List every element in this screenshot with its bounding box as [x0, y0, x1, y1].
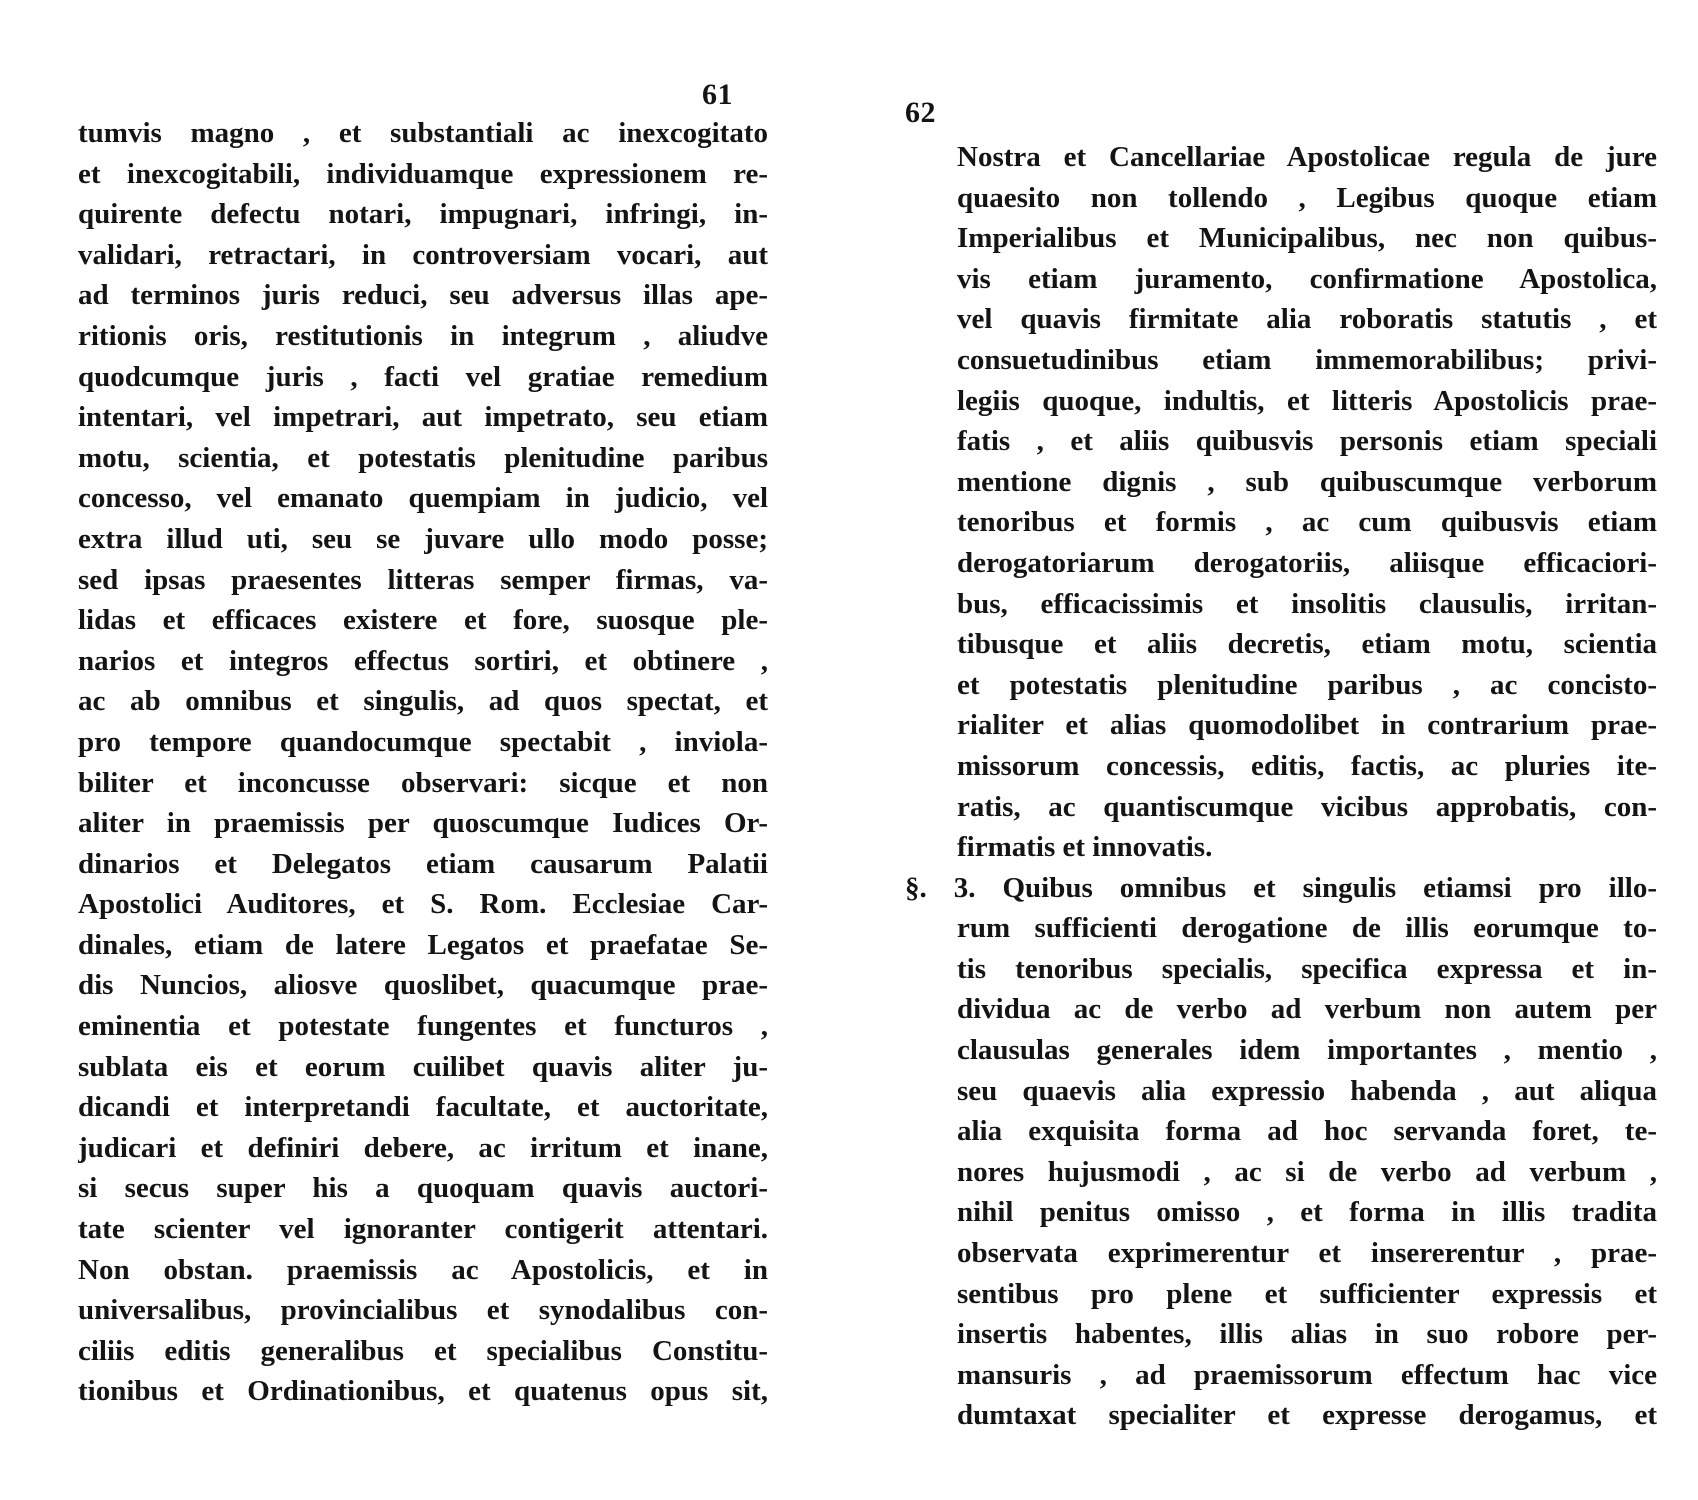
text-line: mentione dignis , sub quibuscumque verborum [957, 465, 1657, 498]
text-line: vis etiam juramento, confirmatione Apostolica, [957, 262, 1657, 295]
text-line: quirente defectu notari, impugnari, infringi, in- [78, 198, 768, 231]
text-line: tenoribus et formis , ac cum quibusvis etiam [957, 506, 1657, 539]
text-line: ac ab omnibus et singulis, ad quos spectat, et [78, 685, 768, 718]
page-number-right: 62 [905, 96, 936, 129]
text-line: ciliis editis generalibus et specialibus Constitu- [78, 1334, 768, 1367]
page-number-left: 61 [702, 78, 733, 111]
text-line: quaesito non tollendo , Legibus quoque etiam [957, 181, 1657, 214]
text-line: et potestatis plenitudine paribus , ac concisto- [957, 668, 1657, 701]
text-line: derogatoriarum derogatoriis, aliisque efficaciori- [957, 546, 1657, 579]
text-line: sed ipsas praesentes litteras semper firmas, va- [78, 563, 768, 596]
text-line: Imperialibus et Municipalibus, nec non quibus- [957, 222, 1657, 255]
text-line: concesso, vel emanato quempiam in judicio, vel [78, 482, 768, 515]
text-line-paragraph-end: firmatis et innovatis. [957, 831, 1213, 864]
text-line: nihil penitus omisso , et forma in illis tradita [957, 1196, 1657, 1229]
text-line: ratis, ac quantiscumque vicibus approbatis, con- [957, 790, 1657, 823]
section-3-start-line: §. 3. Quibus omnibus et singulis etiamsi pro illo- [905, 871, 1657, 904]
text-line: insertis habentes, illis alias in suo robore per- [957, 1318, 1657, 1351]
text-line: tionibus et Ordinationibus, et quatenus opus sit, [78, 1375, 768, 1408]
text-line: intentari, vel impetrari, aut impetrato, seu etiam [78, 401, 768, 434]
left-page-text [78, 113, 768, 1412]
text-line: narios et integros effectus sortiri, et obtinere , [78, 644, 768, 677]
text-line: nores hujusmodi , ac si de verbo ad verbum , [957, 1155, 1657, 1188]
text-line: observata exprimerentur et insererentur , prae- [957, 1237, 1657, 1270]
text-line: legiis quoque, indultis, et litteris Apostolicis prae- [957, 384, 1657, 417]
text-line: extra illud uti, seu se juvare ullo modo posse; [78, 522, 768, 555]
text-line: eminentia et potestate fungentes et functuros , [78, 1010, 768, 1043]
text-line: judicari et definiri debere, ac irritum et inane, [78, 1131, 768, 1164]
text-line: dividua ac de verbo ad verbum non autem per [957, 993, 1657, 1026]
text-line: consuetudinibus etiam immemorabilibus; privi- [957, 343, 1657, 376]
text-line: Non obstan. praemissis ac Apostolicis, et in [78, 1253, 768, 1286]
text-line: sublata eis et eorum cuilibet quavis aliter ju- [78, 1050, 768, 1083]
text-line: tumvis magno , et substantiali ac inexcogitato [78, 117, 768, 149]
text-line: mansuris , ad praemissorum effectum hac vice [957, 1358, 1657, 1391]
text-line: quodcumque juris , facti vel gratiae remedium [78, 360, 768, 393]
text-line: dinarios et Delegatos etiam causarum Palatii [78, 847, 768, 880]
text-line: universalibus, provincialibus et synodalibus con- [78, 1294, 768, 1327]
text-line: missorum concessis, editis, factis, ac pluries ite- [957, 749, 1657, 782]
text-line: validari, retractari, in controversiam vocari, aut [78, 238, 768, 271]
text-line: lidas et efficaces existere et fore, suosque ple- [78, 604, 768, 637]
text-line: Apostolici Auditores, et S. Rom. Ecclesiae Car- [78, 888, 768, 921]
text-line: sentibus pro plene et sufficienter expressis et [957, 1277, 1657, 1310]
text-line: rialiter et alias quomodolibet in contrarium prae- [957, 709, 1657, 742]
text-line: dinales, etiam de latere Legatos et praefatae Se- [78, 928, 768, 961]
text-line: bus, efficacissimis et insolitis clausulis, irritan- [957, 587, 1657, 620]
text-line: rum sufficienti derogatione de illis eorumque to- [957, 912, 1657, 945]
text-line: ad terminos juris reduci, seu adversus illas ape- [78, 279, 768, 312]
text-line: et inexcogitabili, individuamque expressionem re- [78, 157, 768, 190]
text-line: tate scienter vel ignoranter contigerit attentari. [78, 1213, 768, 1246]
text-line: dumtaxat specialiter et expresse derogamus, et [957, 1399, 1657, 1432]
text-line: seu quaevis alia expressio habenda , aut aliqua [957, 1074, 1657, 1107]
text-line: si secus super his a quoquam quavis auctori- [78, 1172, 768, 1205]
text-line: tis tenoribus specialis, specifica expressa et in- [957, 952, 1657, 985]
text-line: ritionis oris, restitutionis in integrum , aliudve [78, 319, 768, 352]
text-line: dicandi et interpretandi facultate, et auctoritate, [78, 1091, 768, 1124]
text-line: motu, scientia, et potestatis plenitudine paribus [78, 441, 768, 474]
text-line: biliter et inconcusse observari: sicque et non [78, 766, 768, 799]
text-line: vel quavis firmitate alia roboratis statutis , et [957, 303, 1657, 336]
text-line: aliter in praemissis per quoscumque Iudices Or- [78, 807, 768, 840]
text-line: tibusque et aliis decretis, etiam motu, scientia [957, 628, 1657, 661]
text-line: pro tempore quandocumque spectabit , inviola- [78, 725, 768, 758]
text-line: clausulas generales idem importantes , mentio , [957, 1034, 1657, 1067]
right-page-text [905, 137, 1657, 1436]
text-line: fatis , et aliis quibusvis personis etiam speciali [957, 425, 1657, 458]
text-line: Nostra et Cancellariae Apostolicae regula de jure [957, 141, 1657, 173]
text-line: alia exquisita forma ad hoc servanda foret, te- [957, 1115, 1657, 1148]
text-line: dis Nuncios, aliosve quoslibet, quacumque prae- [78, 969, 768, 1002]
